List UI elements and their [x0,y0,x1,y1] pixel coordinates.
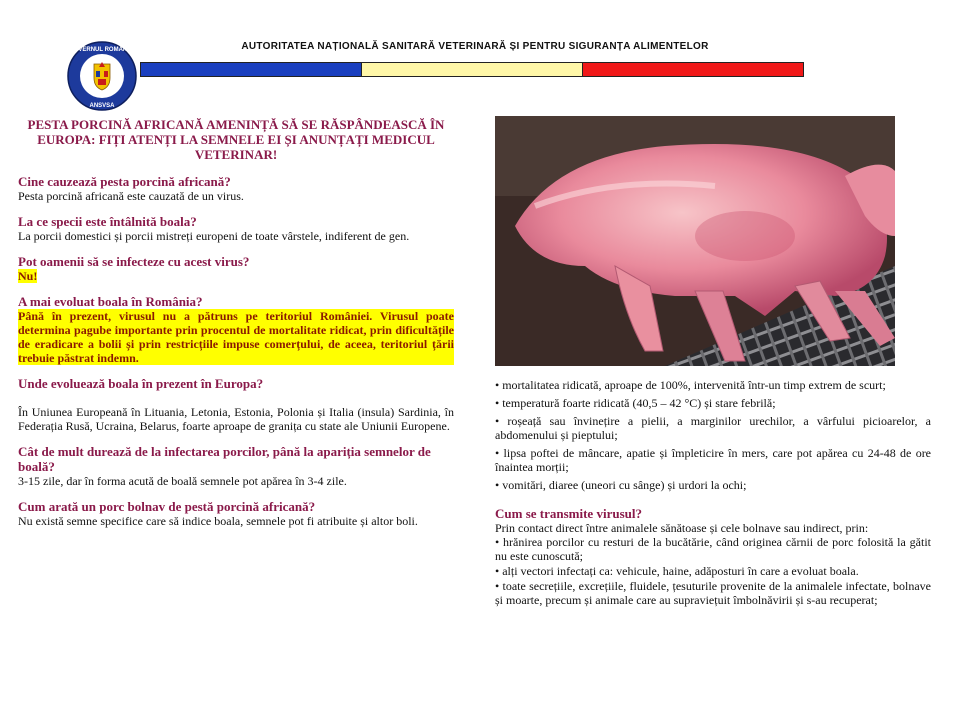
qa-europe [18,376,454,433]
flag-stripe-yellow [361,63,582,76]
question-transmission: Cum se transmite virusul? [495,506,642,521]
page-title: PESTA PORCINĂ AFRICANĂ AMENINȚĂ SĂ SE RĂSPÂNDEASCĂ ÎN EUROPA: FIȚI ATENȚI LA SEMNELE EI ȘI ANUNȚAȚI MEDICUL VETERINAR! [27,117,445,162]
list-item: • lipsa poftei de mâncare, apatie și împleticire în mers, care pot apărea cu 24-48 de ore înaintea morții; [495,446,931,474]
question: Pot oamenii să se infecteze cu acest virus? [18,254,250,269]
answer: În Uniunea Europeană în Lituania, Letonia, Estonia, Polonia și Italia (insula) Sardinia, în Federația Rusă, Ucraina, Belarus, foarte aproape de granița cu state ale Uniunii Europene. [18,405,454,433]
left-column [18,117,454,539]
list-item: • toate secrețiile, excrețiile, fluidele, țesuturile provenite de la animalele infectate, bolnave și moarte, precum și animale care au supraviețuit îmbolnăvirii și s-au recuperat; [495,579,931,607]
transmission-intro: Prin contact direct între animalele sănătoase și cele bolnave sau indirect, prin: [495,521,869,535]
list-item: • hrănirea porcilor cu resturi de la bucătărie, când originea cărnii de porc folosită la gătit nu este cunoscută; [495,535,931,563]
list-item: • alți vectori infectați ca: vehicule, haine, adăposturi în care a evoluat boala. [495,564,931,578]
sick-pig-photo [495,116,895,366]
answer: Nu există semne specifice care să indice boala, semnele pot fi atribuite și altor boli. [18,514,418,528]
list-item: • roșeață sau învinețire a pielii, a marginilor urechilor, a vârfului picioarelor, a abdomenului și pieptului; [495,414,931,442]
answer-highlight: Nu! [18,269,38,283]
qa-appearance [18,499,454,528]
list-item: • temperatură foarte ridicată (40,5 – 42 °C) și stare febrilă; [495,396,931,410]
list-item: • mortalitatea ridicată, aproape de 100%, intervenită într-un timp extrem de scurt; [495,378,931,392]
ansvsa-logo [66,40,138,112]
flag-stripe-red [582,63,803,76]
coat-of-arms-icon [94,62,110,90]
flag-stripe-blue [141,63,361,76]
question: A mai evoluat boala în România? [18,294,203,309]
transmission-list [495,535,931,607]
qa-species [18,214,454,243]
answer-highlight: Până în prezent, virusul nu a pătruns pe teritoriul României. Virusul poate determina pagube importante prin procentul de mortalitate ridicat, prin dificultățile de eradicare a bolii și prin restricțiile impuse comerțului, de aceea, teritoriul țării trebuie păstrat indemn. [18,309,454,365]
answer: Pesta porcină africană este cauzată de un virus. [18,189,244,203]
question: La ce specii este întâlnită boala? [18,214,197,229]
logo-top-text: GUVERNUL ROMÂNIEI [69,47,135,53]
qa-romania [18,294,454,365]
answer: La porcii domestici și porcii mistreți europeni de toate vârstele, indiferent de gen. [18,229,410,243]
list-item: • vomitări, diaree (uneori cu sânge) și urdori la ochi; [495,478,931,492]
right-column [495,378,931,608]
signs-list [495,378,931,492]
agency-name: AUTORITATEA NAȚIONALĂ SANITARĂ VETERINARĂ ȘI PENTRU SIGURANȚA ALIMENTELOR [241,41,709,52]
answer: 3-15 zile, dar în forma acută de boală semnele pot apărea în 3-4 zile. [18,474,347,488]
qa-incubation [18,444,454,488]
question: Unde evoluează boala în prezent în Europa? [18,376,264,391]
tricolor-bar [140,62,804,77]
question: Cât de mult durează de la infectarea porcilor, până la apariția semnelor de boală? [18,444,431,474]
question: Cum arată un porc bolnav de pestă porcină africană? [18,499,316,514]
qa-cause [18,174,454,203]
question: Cine cauzează pesta porcină africană? [18,174,231,189]
qa-humans [18,254,454,283]
logo-bottom-text: ANSVSA [89,103,115,109]
